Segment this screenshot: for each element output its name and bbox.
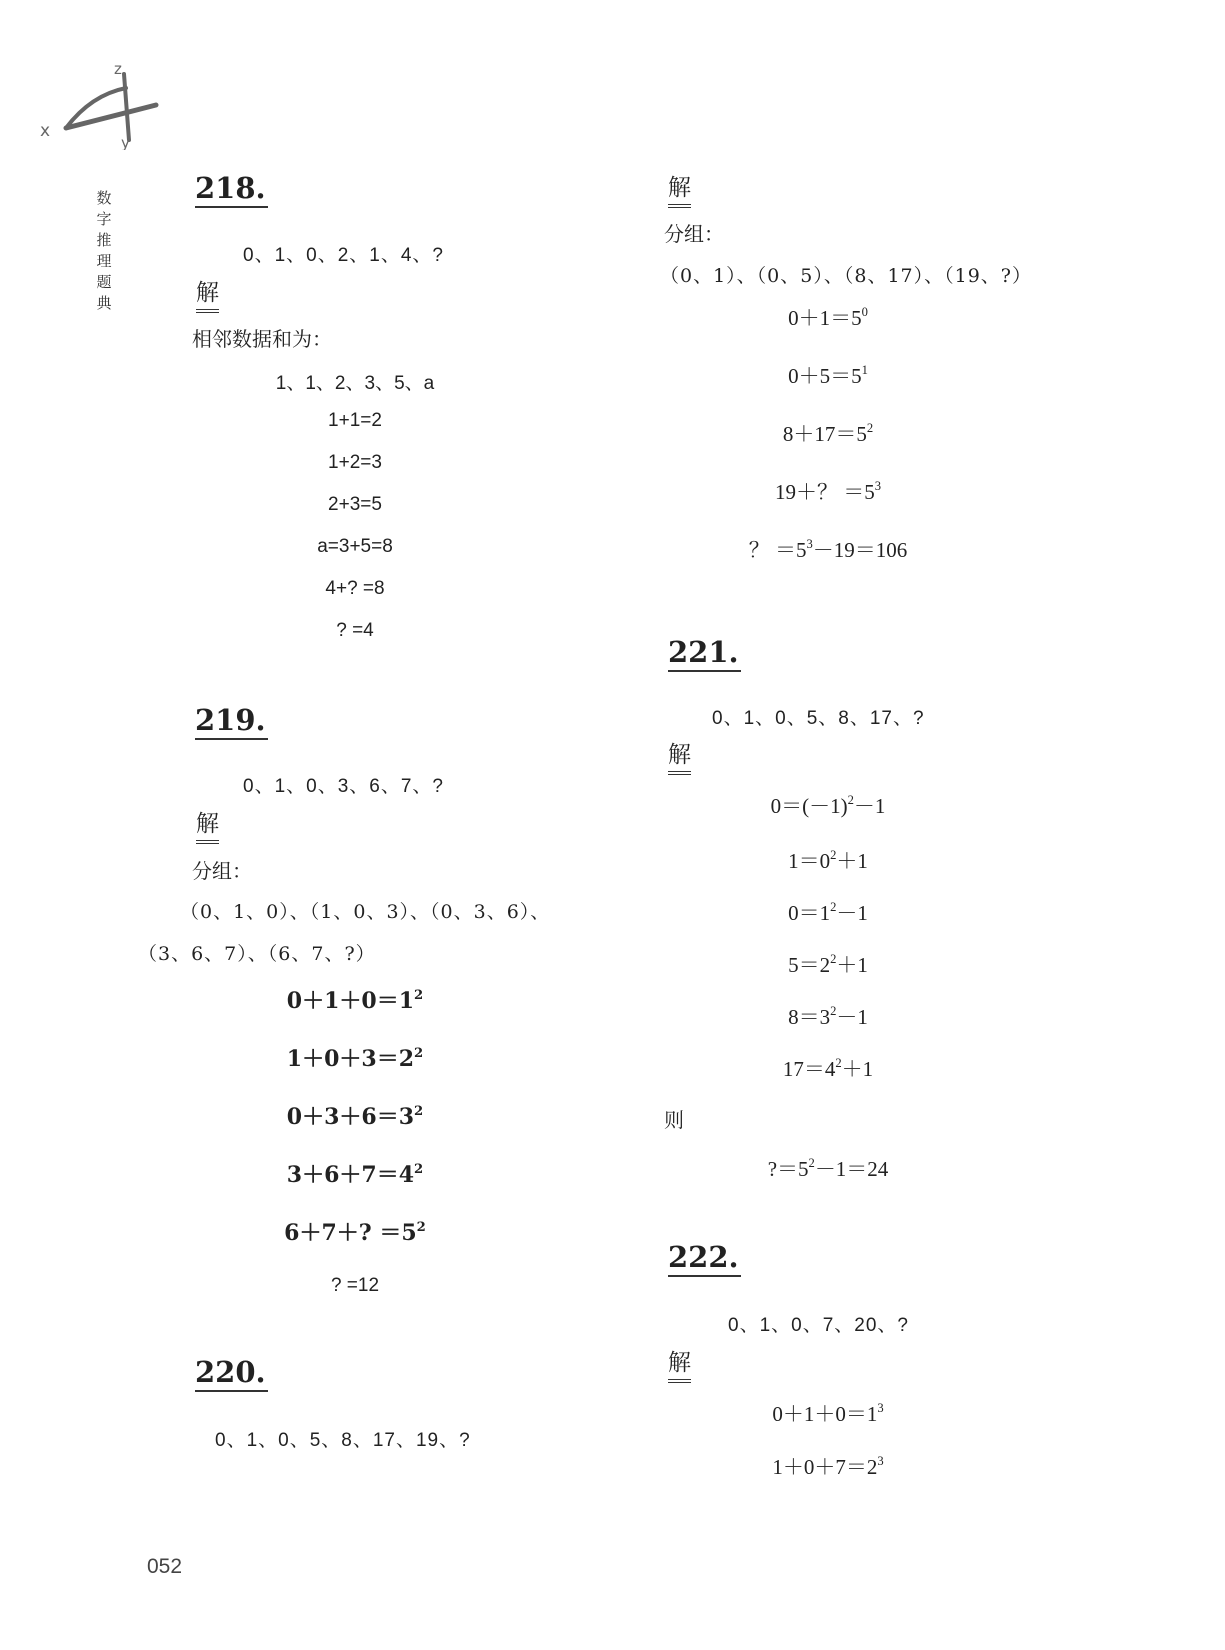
equation: $0+1=5^0$	[788, 305, 868, 330]
equation: $0=(-1)^2-1$	[770, 793, 886, 818]
result-equation: $?=5^2-1=24$	[767, 1156, 889, 1181]
problem-number-219: 219.	[195, 702, 268, 740]
solution-line: 2+3=5	[328, 494, 382, 515]
equation: $8+17=5^2$	[782, 421, 874, 446]
problem-sequence-220: 0、1、0、5、8、17、19、?	[215, 1430, 471, 1451]
equation: $1+0+3=2^2$	[286, 1045, 424, 1072]
problem-number-218: 218.	[195, 170, 268, 208]
side-title	[95, 188, 113, 314]
equation: $17=4^2+1$	[782, 1056, 874, 1081]
side-char: 推	[96, 231, 112, 249]
grouping-line: （0、1）、（0、5）、（8、17）、（19、?）	[660, 265, 1032, 287]
solution-line: a=3+5=8	[317, 536, 393, 557]
side-char: 理	[96, 252, 112, 270]
side-char: 典	[96, 294, 112, 312]
equation: $1+0+7=2^3$	[772, 1454, 884, 1479]
problem-sequence-219: 0、1、0、3、6、7、?	[243, 776, 444, 797]
solution-intro: 相邻数据和为：	[192, 327, 332, 351]
solution-label: 解	[196, 279, 219, 313]
problem-sequence-221: 0、1、0、5、8、17、?	[712, 708, 925, 729]
solution-line: ? =4	[336, 620, 374, 641]
logo-y: y	[121, 134, 130, 150]
side-char: 题	[96, 273, 112, 291]
solution-intro: 分组：	[192, 859, 252, 883]
axis-logo	[36, 60, 166, 150]
problem-sequence-218: 0、1、0、2、1、4、?	[243, 245, 444, 266]
equation: 19＋？ $=5^3$	[774, 479, 882, 504]
problem-sequence-222: 0、1、0、7、20、?	[728, 1315, 909, 1336]
solution-label: 解	[668, 1349, 691, 1383]
problem-number-222: 222.	[668, 1239, 741, 1277]
solution-label: 解	[668, 174, 691, 208]
equation: $0+1+0=1^3$	[772, 1401, 884, 1426]
equation: $1=0^2+1$	[788, 848, 868, 873]
solution-line: 1、1、2、3、5、a	[275, 373, 435, 394]
solution-label: 解	[196, 810, 219, 844]
grouping-line: （0、1、0）、（1、0、3）、（0、3、6）、	[180, 901, 551, 923]
then-label: 则	[664, 1108, 684, 1132]
equation: ？ $=5^3-19=106$	[748, 537, 908, 562]
solution-line: 1+1=2	[328, 410, 382, 431]
logo-z: z	[114, 60, 122, 78]
solution-line: 1+2=3	[328, 452, 382, 473]
grouping-line: （3、6、7）、（6、7、?）	[138, 943, 376, 965]
problem-number-220: 220.	[195, 1354, 268, 1392]
equation: $3+6+7=4^2$	[286, 1161, 424, 1188]
equation: $5=2^2+1$	[788, 952, 868, 977]
logo-x: x	[40, 121, 51, 141]
solution-intro: 分组：	[664, 222, 724, 246]
equation: $8=3^2-1$	[788, 1004, 868, 1029]
problem-number-221: 221.	[668, 634, 741, 672]
equation: 6＋7＋? $=5^2$	[284, 1219, 426, 1246]
solution-answer: ? =12	[330, 1275, 380, 1296]
solution-line: 4+? =8	[325, 578, 385, 599]
page-number: 052	[147, 1555, 183, 1578]
equation: $0+3+6=3^2$	[286, 1103, 424, 1130]
equation: $0=1^2-1$	[788, 900, 868, 925]
side-char: 数	[96, 189, 112, 207]
equation: $0+1+0=1^2$	[286, 987, 424, 1014]
side-char: 字	[96, 210, 112, 228]
equation: $0+5=5^1$	[788, 363, 868, 388]
solution-label: 解	[668, 741, 691, 775]
